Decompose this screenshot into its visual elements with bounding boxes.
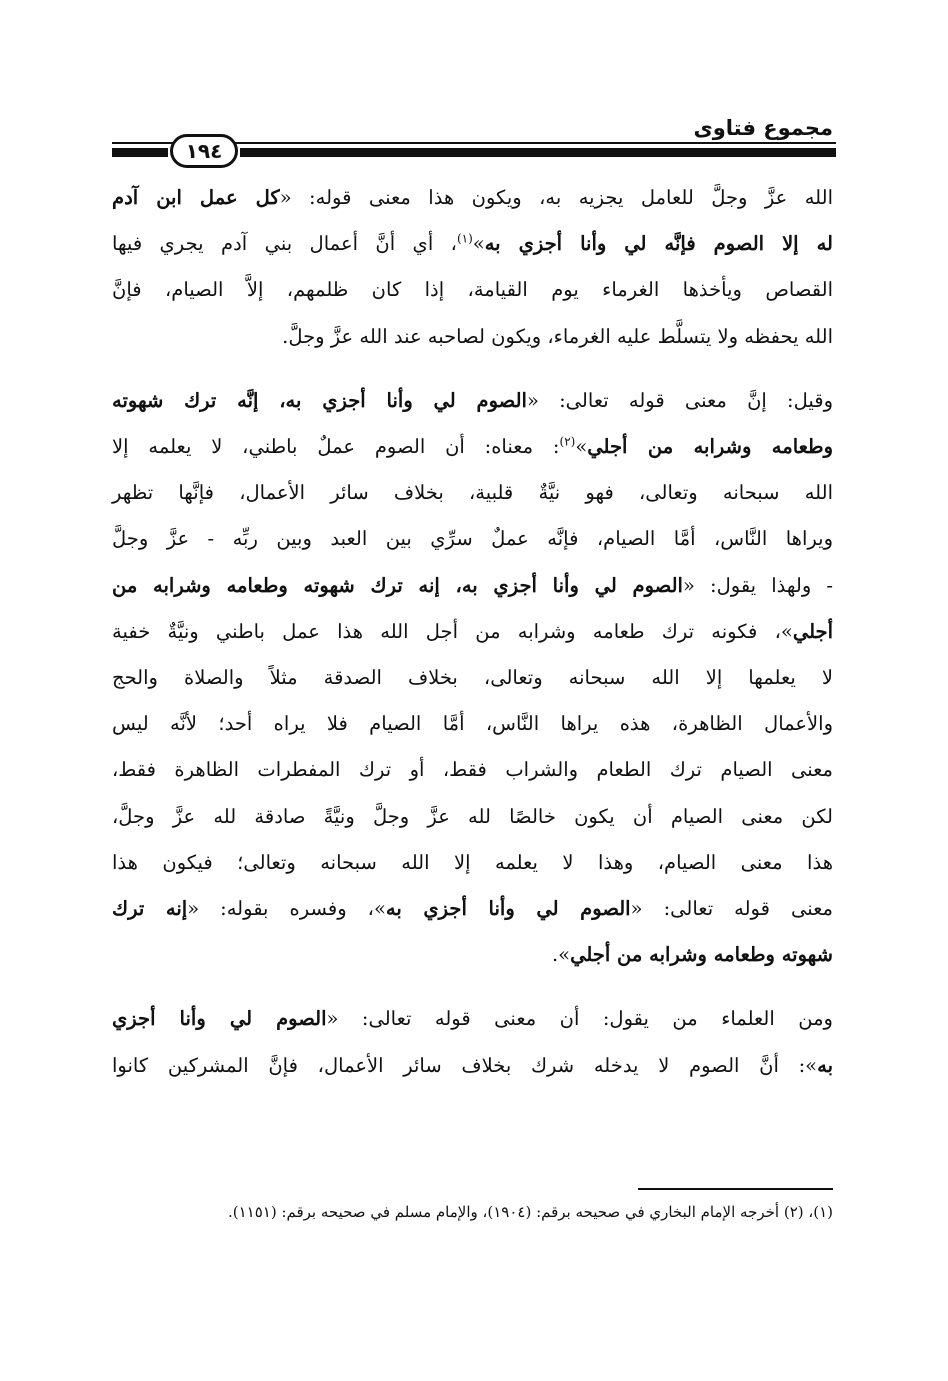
page-number: ١٩٤ (170, 134, 238, 168)
text-line: الله يحفظه ولا يتسلَّط عليه الغرماء، ويكون لصاحبه عند الله عزَّ وجلَّ. (282, 324, 833, 348)
text-line: معنى قوله تعالى: «الصوم لي وأنا أجزي به»، وفسره بقوله: «إنه ترك (112, 897, 833, 921)
text-line: هذا معنى الصيام، وهذا لا يعلمه إلا الله سبحانه وتعالى؛ فيكون هذا (112, 850, 833, 874)
text-line: لا يعلمها إلا الله سبحانه وتعالى، بخلاف الصدقة مثلاً والصلاة والحج (112, 666, 833, 690)
footnote-rule (638, 1188, 833, 1190)
text-line: شهوته وطعامه وشرابه من أجلي». (551, 943, 833, 967)
text-line: الله سبحانه وتعالى، فهو نيَّةٌ قلبية، بخلاف سائر الأعمال، فإنَّها تظهر (112, 481, 833, 505)
running-header-title: مجموع فتاوى (693, 116, 833, 140)
text-line: لكن معنى الصيام أن يكون خالصًا لله عزَّ وجلَّ ونيَّةً صادقة لله عزَّ وجلَّ، (112, 804, 833, 828)
text-line: أجلي»، فكونه ترك طعامه وشرابه من أجل الله هذا عمل باطني ونيَّةٌ خفية (112, 619, 833, 643)
footnote-ref: (١) (456, 231, 473, 246)
header-rule-thick (112, 148, 168, 157)
text-line: والأعمال الظاهرة، هذه يراها النَّاس، أمَّا الصيام فلا يراه أحد؛ لأنَّه ليس (112, 712, 833, 736)
text-line: الله عزَّ وجلَّ للعامل يجزيه به، ويكون هذا معنى قوله: «كل عمل ابن آدم (112, 186, 833, 209)
text-line: به»: أنَّ الصوم لا يدخله شرك بخلاف سائر الأعمال، فإنَّ المشركين كانوا (112, 1053, 833, 1077)
text-line: ومن العلماء من يقول: أن معنى قوله تعالى: «الصوم لي وأنا أجزي (112, 1007, 833, 1031)
footnote-ref: (٢) (559, 434, 576, 449)
header-rule-thick (240, 148, 836, 157)
footnote: (١)، (٢) أخرجه الإمام البخاري في صحيحه برقم: (١٩٠٤)، والإمام مسلم في صحيحه برقم: (١١٥١). (227, 1203, 833, 1221)
text-line: ويراها النَّاس، أمَّا الصيام، فإنَّه عملٌ سرِّي بين العبد وبين ربِّه - عزَّ وجلَّ (112, 527, 833, 551)
text-line: له إلا الصوم فإنَّه لي وأنا أجزي به»$^{(١)}$، أي أنَّ أعمال بني آدم يجري فيها (112, 231, 834, 256)
text-line: - ولهذا يقول: «الصوم لي وأنا أجزي به، إنه ترك شهوته وطعامه وشرابه من (112, 573, 833, 597)
body-text (112, 175, 833, 1089)
text-line: وطعامه وشرابه من أجلي»$^{(٢)}$: معناه: أن الصوم عملٌ باطني، لا يعلمه إلا (112, 434, 833, 459)
text-line: وقيل: إنَّ معنى قوله تعالى: «الصوم لي وأنا أجزي به، إنَّه ترك شهوته (112, 388, 833, 412)
text-line: معنى الصيام ترك الطعام والشراب فقط، أو ترك المفطرات الظاهرة فقط، (112, 758, 833, 782)
text-line: القصاص ويأخذها الغرماء يوم القيامة، إذا كان ظلمهم، إلاَّ الصيام، فإنَّ (112, 278, 833, 302)
